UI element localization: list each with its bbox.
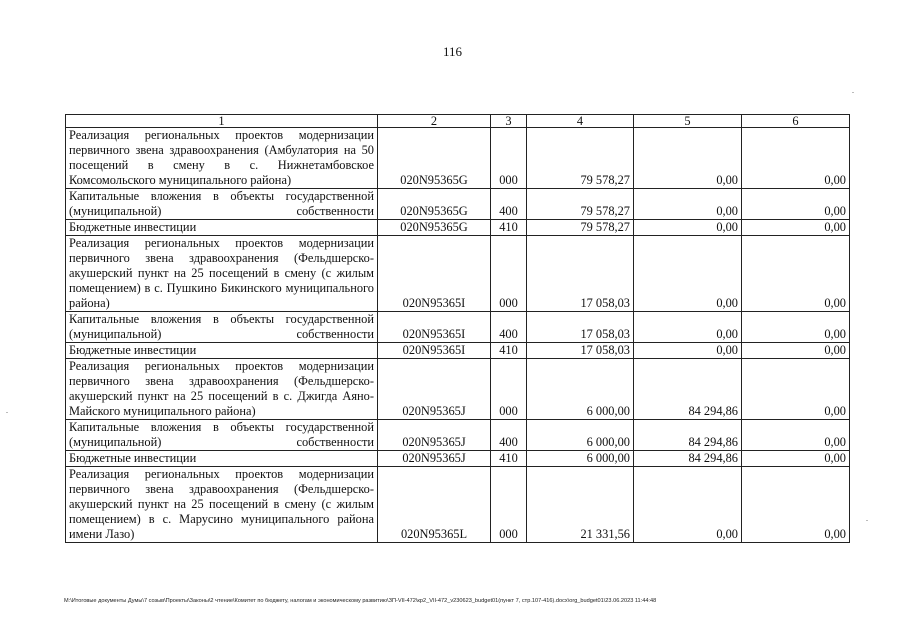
table-row <box>66 467 850 543</box>
item-name: Капитальные вложения в объекты государственной (муниципальной) собственности <box>66 189 378 220</box>
item-name: Капитальные вложения в объекты государственной (муниципальной) собственности <box>66 312 378 343</box>
amount-col5: 0,00 <box>634 343 742 359</box>
amount-col6: 0,00 <box>742 220 850 236</box>
amount-col6: 0,00 <box>742 467 850 543</box>
expense-type: 000 <box>491 128 527 189</box>
amount-col4: 6 000,00 <box>527 451 634 467</box>
item-name: Реализация региональных проектов модернизации первичного звена здравоохранения (Амбулатория на 50 посещений в смену в с. Нижнетамбовское Комсомольского муниципального района) <box>66 128 378 189</box>
target-code: 020N95365L <box>378 467 491 543</box>
document-path-footer: M:\Итоговые документы Думы\7 созыв\Проекты\Законы\2 чтение\Комитет по бюджету, налогам и экономическому развитию\ЗП-VII-472\кр2_VII-472_v230623_budget01(пункт 7, стр.107-416).docx\org_budget01\23.06.2023 11:44:48 <box>64 598 657 604</box>
amount-col4: 21 331,56 <box>527 467 634 543</box>
amount-col5: 0,00 <box>634 128 742 189</box>
target-code: 020N95365G <box>378 189 491 220</box>
column-header: 4 <box>527 115 634 128</box>
amount-col6: 0,00 <box>742 420 850 451</box>
target-code: 020N95365G <box>378 128 491 189</box>
target-code: 020N95365I <box>378 312 491 343</box>
amount-col4: 6 000,00 <box>527 359 634 420</box>
amount-col5: 0,00 <box>634 189 742 220</box>
column-header: 5 <box>634 115 742 128</box>
target-code: 020N95365J <box>378 451 491 467</box>
amount-col4: 79 578,27 <box>527 189 634 220</box>
amount-col4: 6 000,00 <box>527 420 634 451</box>
amount-col6: 0,00 <box>742 128 850 189</box>
expense-type: 400 <box>491 189 527 220</box>
item-name: Капитальные вложения в объекты государственной (муниципальной) собственности <box>66 420 378 451</box>
amount-col5: 0,00 <box>634 312 742 343</box>
column-header: 3 <box>491 115 527 128</box>
item-name: Бюджетные инвестиции <box>66 343 378 359</box>
expense-type: 410 <box>491 343 527 359</box>
scan-speck <box>852 92 854 93</box>
amount-col4: 79 578,27 <box>527 128 634 189</box>
amount-col5: 84 294,86 <box>634 451 742 467</box>
expense-type: 000 <box>491 467 527 543</box>
item-name: Бюджетные инвестиции <box>66 220 378 236</box>
item-name: Реализация региональных проектов модернизации первичного звена здравоохранения (Фельдшерско-акушерский пункт на 25 посещений в с. Джигда Аяно-Майского муниципального района) <box>66 359 378 420</box>
column-header: 6 <box>742 115 850 128</box>
amount-col6: 0,00 <box>742 451 850 467</box>
amount-col5: 84 294,86 <box>634 359 742 420</box>
amount-col4: 79 578,27 <box>527 220 634 236</box>
amount-col5: 84 294,86 <box>634 420 742 451</box>
amount-col6: 0,00 <box>742 359 850 420</box>
table-row <box>66 312 850 343</box>
column-header: 1 <box>66 115 378 128</box>
table-row <box>66 128 850 189</box>
expense-type: 400 <box>491 420 527 451</box>
page-number: 116 <box>442 44 463 59</box>
amount-col6: 0,00 <box>742 312 850 343</box>
amount-col6: 0,00 <box>742 343 850 359</box>
scan-speck <box>6 412 8 413</box>
target-code: 020N95365I <box>378 343 491 359</box>
target-code: 020N95365I <box>378 236 491 312</box>
expense-type: 410 <box>491 451 527 467</box>
amount-col4: 17 058,03 <box>527 236 634 312</box>
table-row <box>66 359 850 420</box>
table-row <box>66 236 850 312</box>
item-name: Реализация региональных проектов модернизации первичного звена здравоохранения (Фельдшерско-акушерский пункт на 25 посещений в смену (с жилым помещением) в с. Марусино муниципального района имени Лазо) <box>66 467 378 543</box>
amount-col5: 0,00 <box>634 236 742 312</box>
item-name: Бюджетные инвестиции <box>66 451 378 467</box>
target-code: 020N95365J <box>378 420 491 451</box>
column-header: 2 <box>378 115 491 128</box>
expense-type: 400 <box>491 312 527 343</box>
amount-col6: 0,00 <box>742 236 850 312</box>
amount-col6: 0,00 <box>742 189 850 220</box>
table-row <box>66 189 850 220</box>
budget-table <box>65 114 850 543</box>
item-name: Реализация региональных проектов модернизации первичного звена здравоохранения (Фельдшерско-акушерский пункт на 25 посещений в смену (с жилым помещением) в с. Пушкино Бикинского муниципального района) <box>66 236 378 312</box>
table-row <box>66 420 850 451</box>
table-row <box>66 343 850 359</box>
expense-type: 410 <box>491 220 527 236</box>
amount-col5: 0,00 <box>634 467 742 543</box>
expense-type: 000 <box>491 359 527 420</box>
amount-col4: 17 058,03 <box>527 312 634 343</box>
target-code: 020N95365J <box>378 359 491 420</box>
column-number-row <box>66 115 850 128</box>
target-code: 020N95365G <box>378 220 491 236</box>
amount-col5: 0,00 <box>634 220 742 236</box>
table-row <box>66 220 850 236</box>
table-row <box>66 451 850 467</box>
expense-type: 000 <box>491 236 527 312</box>
scan-speck <box>866 520 868 521</box>
amount-col4: 17 058,03 <box>527 343 634 359</box>
